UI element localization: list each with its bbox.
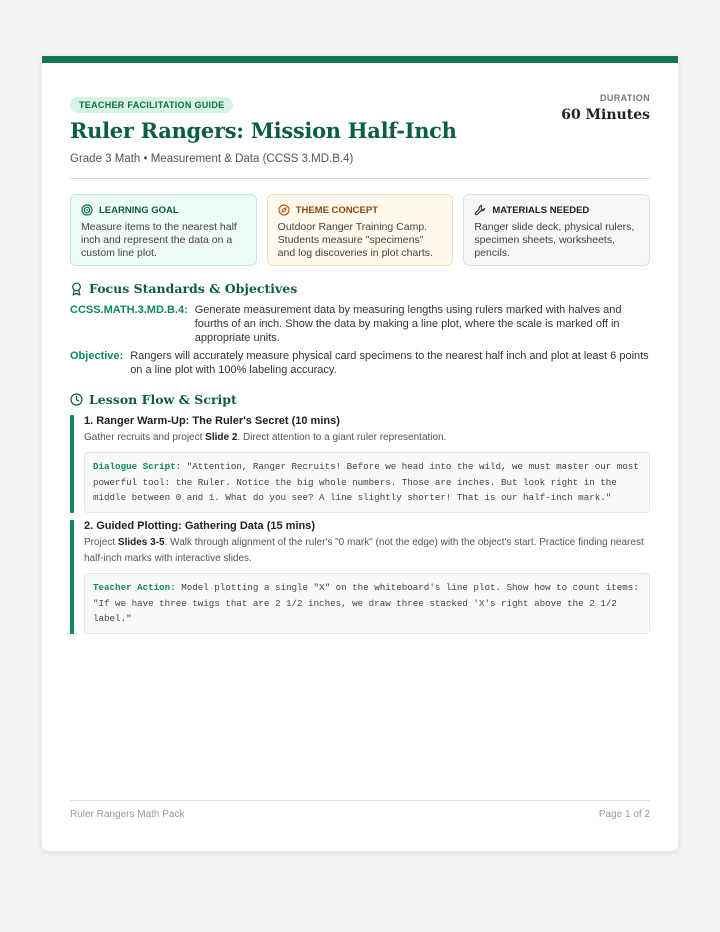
- lesson-step-2: [70, 520, 650, 634]
- standards-title: Focus Standards & Objectives: [89, 281, 298, 296]
- theme-concept-title: THEME CONCEPT: [295, 204, 379, 216]
- theme-concept-card: [267, 194, 454, 266]
- document-page: [42, 56, 678, 851]
- step-2-desc-text-end: . Walk through alignment of the ruler's "0 mark" (not the edge) with the object's start. Practice finding nearest half-inch marks with interactive slides.: [84, 537, 644, 564]
- step-1-description: [84, 430, 650, 446]
- target-icon: [81, 204, 93, 216]
- standards-heading: [70, 281, 297, 296]
- step-1-desc-text: Gather recruits and project: [84, 432, 206, 443]
- compass-icon: [278, 204, 290, 216]
- page-title: Ruler Rangers: Mission Half-Inch: [70, 118, 457, 143]
- step-2-desc-bold: Slides 3-5: [117, 537, 165, 548]
- learning-goal-text: Measure items to the nearest half inch and represent the data on a custom line plot.: [81, 221, 237, 259]
- dialogue-script-box: [84, 452, 650, 513]
- header-divider: [70, 178, 650, 179]
- lesson-title: Lesson Flow & Script: [89, 392, 237, 407]
- info-cards: [70, 194, 650, 266]
- duration-label: DURATION: [599, 93, 650, 103]
- materials-title: MATERIALS NEEDED: [492, 204, 590, 216]
- learning-goal-title: LEARNING GOAL: [99, 204, 179, 216]
- materials-text: Ranger slide deck, physical rulers, specimen sheets, worksheets, pencils.: [474, 221, 635, 259]
- clock-icon: [70, 393, 83, 406]
- learning-goal-header: [81, 204, 246, 216]
- dialogue-script-text: "Attention, Ranger Recruits! Before we head into the wild, we must master our most powerful tool: the Ruler. Notice the big whole numbers. Those are inches. But look right in the middle between 0 and 1. What do you see? A line slightly shorter! That is our half-inch mark.": [93, 461, 639, 503]
- standard-row: [70, 303, 650, 345]
- step-2-description: [84, 535, 650, 567]
- teacher-action-box: [84, 573, 650, 634]
- materials-header: [474, 204, 639, 216]
- page-subtitle: Grade 3 Math • Measurement & Data (CCSS 3.MD.B.4): [70, 153, 354, 165]
- duration-value: 60 Minutes: [561, 107, 650, 123]
- teacher-action-label: Teacher Action:: [93, 582, 176, 593]
- theme-concept-text: Outdoor Ranger Training Camp. Students measure "specimens" and log discoveries in plot charts.: [277, 221, 433, 259]
- step-1-title: 1. Ranger Warm-Up: The Ruler's Secret (10 mins): [84, 415, 340, 427]
- page-content: [70, 63, 650, 851]
- award-icon: [70, 282, 83, 296]
- duration-block: [561, 93, 650, 123]
- teacher-action-text: Model plotting a single "X" on the whiteboard's line plot. Show how to count items: "If we have three twigs that are 2 1/2 inches, we draw three stacked 'X's right above the 2 1/2 label.": [93, 582, 639, 624]
- standard-text: Generate measurement data by measuring lengths using rulers marked with halves and fourths of an inch. Show the data by making a line plot, where the scale is marked off in appropriate units.: [194, 304, 622, 344]
- objective-text: Rangers will accurately measure physical card specimens to the nearest half inch and plot at least 6 points on a line plot with 100% labeling accuracy.: [130, 350, 649, 376]
- lesson-step-1: [70, 415, 650, 513]
- learning-goal-card: [70, 194, 257, 266]
- theme-concept-header: [278, 204, 443, 216]
- standard-code: CCSS.MATH.3.MD.B.4:: [70, 304, 188, 316]
- objective-row: [70, 349, 650, 377]
- guide-badge: TEACHER FACILITATION GUIDE: [70, 97, 233, 113]
- lesson-heading: [70, 392, 237, 407]
- wrench-icon: [474, 204, 486, 216]
- objective-label: Objective:: [70, 350, 124, 362]
- footer-title: Ruler Rangers Math Pack: [70, 809, 185, 820]
- step-2-title: 2. Guided Plotting: Gathering Data (15 mins): [84, 520, 316, 532]
- step-1-desc-text-end: . Direct attention to a giant ruler representation.: [237, 432, 447, 443]
- page-number: Page 1 of 2: [598, 809, 650, 820]
- step-1-desc-bold: Slide 2: [205, 432, 238, 443]
- step-2-desc-text: Project: [84, 537, 118, 548]
- materials-card: [463, 194, 650, 266]
- dialogue-script-label: Dialogue Script:: [93, 461, 182, 472]
- footer-divider: [70, 800, 650, 801]
